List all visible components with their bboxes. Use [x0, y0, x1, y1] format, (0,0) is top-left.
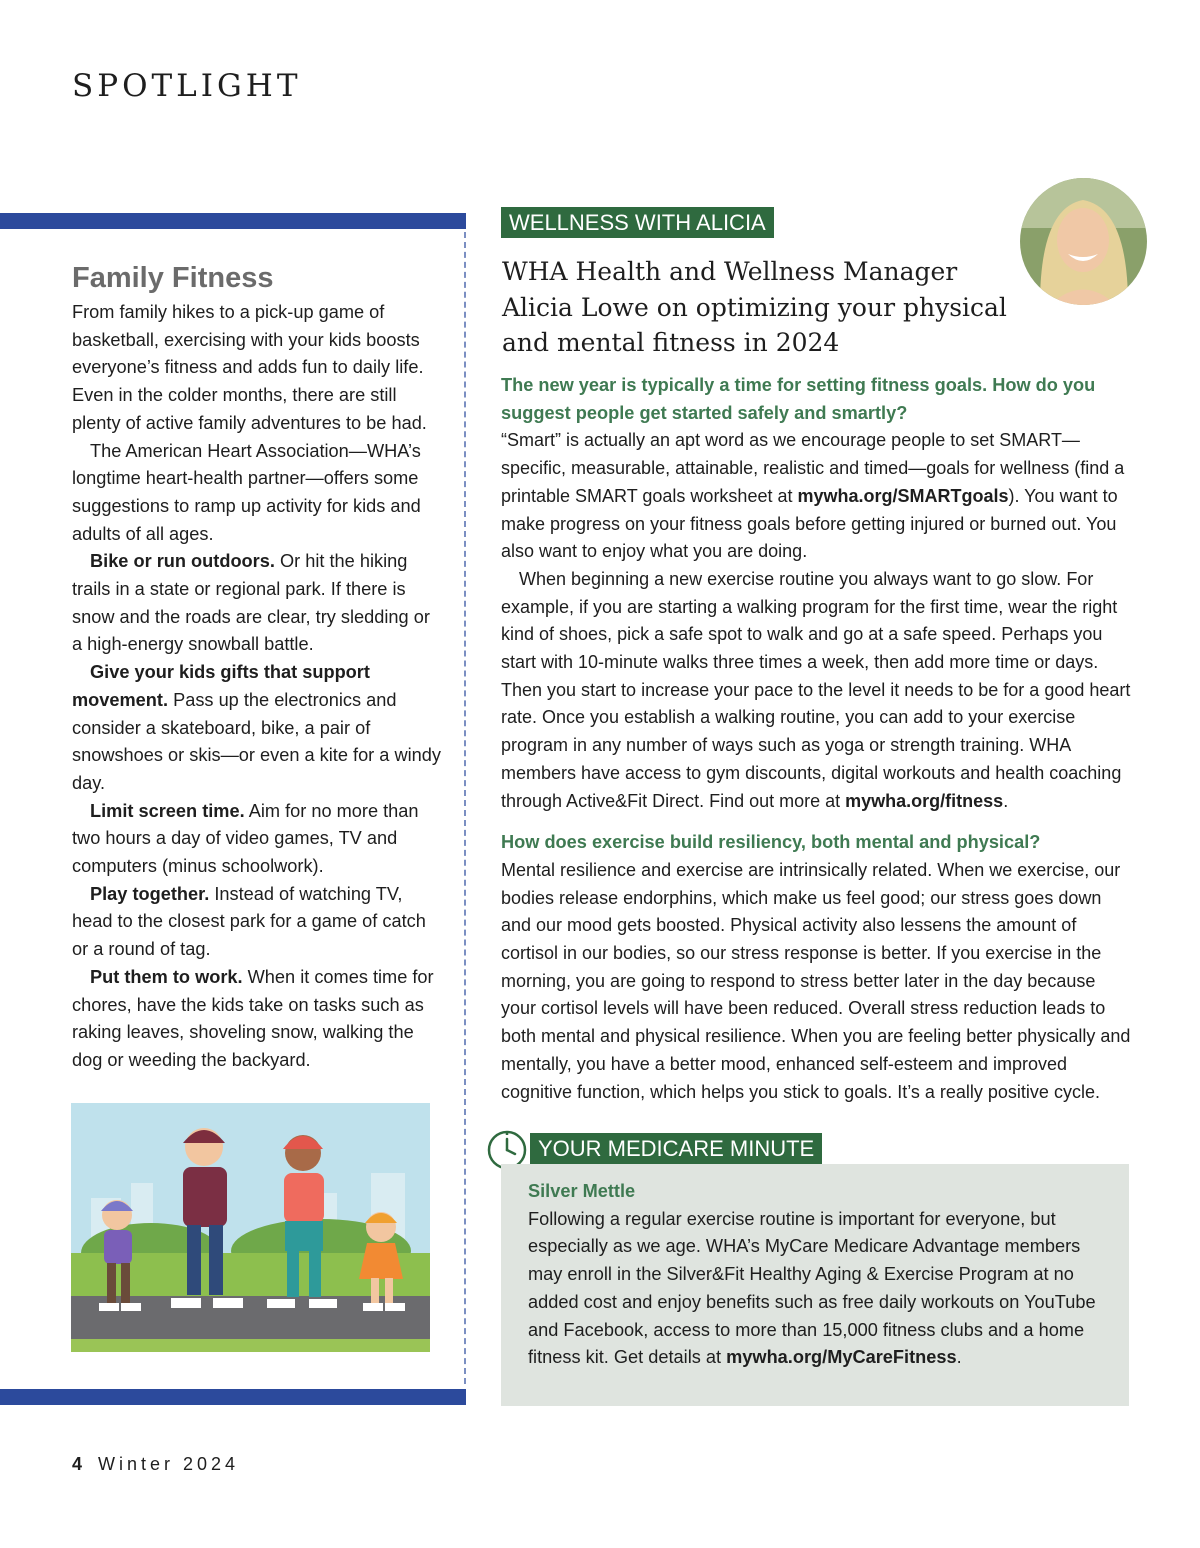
answer-paragraph: Mental resilience and exercise are intrinsically related. When we exercise, our bodies release endorphins, which make us feel good; our stress goes down and our mood gets boosted. Physical activity also lessens the amount of cortisol in our bodies, so our stress response is better. If you exercise in the morning, you are going to respond to stress better later in the day because your cortisol levels will have been reduced. Overall stress reduction leads to both mental and physical resilience. When you are feeling better physically and mentally, you have a better mood, enhanced self-esteem and improved cognitive function, which helps you stick to goals. It’s a really positive cycle. [501, 859, 1131, 1102]
section-title: SPOTLIGHT [72, 68, 302, 104]
mycare-fitness-link[interactable]: mywha.org/MyCareFitness [726, 1347, 957, 1368]
tip-lead: Limit screen time. [90, 800, 245, 821]
medicare-title: Silver Mettle [528, 1181, 636, 1201]
medicare-body [528, 1206, 1118, 1372]
answer-text: ). You want to make progress on your fitness goals before getting injured or burned out. You also want to enjoy what you are doing. [501, 485, 1118, 562]
tip-text: Pass up the electronics and consider a skateboard, bike, a pair of snowshoes or skis—or even a kite for a windy day. [72, 689, 441, 793]
alicia-headshot [1020, 178, 1147, 305]
tip-lead: Bike or run outdoors. [90, 551, 275, 572]
answer-text: When beginning a new exercise routine you always want to go slow. For example, if you are starting a walking program for the first time, wear the right kind of shoes, pick a safe spot to walk and go at a safe speed. Perhaps you start with 10-minute walks three times a week, then add more time or days. Then you start to increase your pace to the level it needs to be for a good heart rate. Once you establish a walking routine, you can add to your exercise program in any number of ways such as yoga or strength training. WHA members have access to gym discounts, digital workouts and health coaching through Active&Fit Direct. Find out more at [501, 568, 1131, 811]
tip-lead: Give your kids gifts that support movement. [72, 662, 370, 710]
aha-paragraph: The American Heart Association—WHA’s longtime heart-health partner—offers some suggestions to ramp up activity for kids and adults of all ages. [72, 440, 421, 544]
tip-paragraph [72, 964, 444, 1075]
top-blue-bar [0, 213, 466, 229]
answer-paragraph [501, 427, 1131, 566]
wellness-headline: WHA Health and Wellness Manager Alicia Lowe on optimizing your physical and mental fitness in 2024 [502, 257, 1007, 357]
page-number: 4 [72, 1454, 83, 1474]
page-footer [72, 1454, 239, 1475]
answer-paragraph [501, 566, 1131, 815]
column-divider [464, 232, 466, 1384]
issue-label: Winter 2024 [98, 1454, 240, 1474]
tip-paragraph [72, 798, 444, 881]
tip-lead: Play together. [90, 883, 210, 904]
tip-text: Instead of watching TV, head to the closest park for a game of catch or a round of tag. [72, 883, 426, 960]
medicare-box [501, 1164, 1129, 1406]
tip-text: Or hit the hiking trails in a state or regional park. If there is snow and the roads are clear, try sledding or a high-energy snowball battle. [72, 551, 430, 655]
smart-goals-link[interactable]: mywha.org/SMARTgoals [797, 485, 1009, 506]
medicare-text: . [956, 1347, 962, 1368]
answer-text: . [1003, 790, 1009, 811]
answer-text: “Smart” is actually an apt word as we encourage people to set SMART—specific, measurable, attainable, realistic and timed—goals for wellness (find a printable SMART goals worksheet at [501, 430, 1125, 506]
tip-paragraph [72, 548, 444, 659]
question-two: How does exercise build resiliency, both mental and physical? [501, 832, 1041, 853]
article-title: Family Fitness [72, 262, 274, 294]
fitness-link[interactable]: mywha.org/fitness [845, 790, 1004, 811]
tip-lead: Put them to work. [90, 966, 243, 987]
wellness-tag: WELLNESS WITH ALICIA [501, 207, 774, 238]
tip-paragraph [72, 659, 444, 798]
family-skating-illustration [71, 1103, 430, 1352]
family-fitness-article [72, 262, 444, 1075]
medicare-text: Following a regular exercise routine is important for everyone, but especially as we age. WHA’s MyCare Medicare Advantage members may enroll in the Silver&Fit Healthy Aging & Exercise Program at no added cost and enjoy benefits such as free daily workouts on YouTube and Facebook, access to more than 15,000 fitness clubs and a home fitness kit. Get details at [528, 1208, 1096, 1368]
medicare-tag: YOUR MEDICARE MINUTE [530, 1133, 822, 1164]
tip-paragraph [72, 881, 444, 964]
bottom-blue-bar [0, 1389, 466, 1405]
intro-paragraph: From family hikes to a pick-up game of basketball, exercising with your kids boosts everyone’s fitness and adds fun to daily life. Even in the colder months, there are still plenty of active family adventures to be had. [72, 302, 427, 433]
tip-text: When it comes time for chores, have the kids take on tasks such as raking leaves, shoveling snow, walking the dog or weeding the backyard. [72, 966, 434, 1070]
tip-text: Aim for no more than two hours a day of video games, TV and computers (minus schoolwork). [72, 800, 419, 877]
wellness-interview [501, 372, 1131, 1106]
question-one: The new year is typically a time for setting fitness goals. How do you suggest people get started safely and smartly? [501, 375, 1096, 423]
